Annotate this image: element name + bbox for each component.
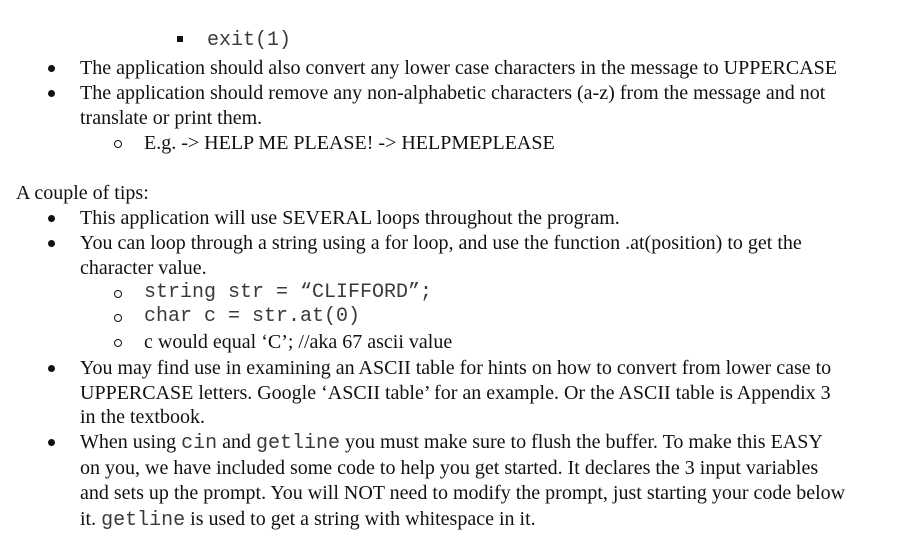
circle-bullet-icon <box>114 290 122 298</box>
code-result-note: c would equal ‘C’; //aka 67 ascii value <box>144 331 453 353</box>
remove-requirement-line-2: translate or print them. <box>80 107 263 129</box>
cin-tip-line-3: and sets up the prompt. You will NOT need to modify the prompt, just starting your code below <box>80 482 846 504</box>
bullet-icon <box>48 65 55 72</box>
getline-keyword-2: getline <box>101 509 186 532</box>
uppercase-requirement: The application should also convert any lower case characters in the message to UPPERCASE <box>80 57 838 79</box>
loop-string-tip-line-1: You can loop through a string using a for loop, and use the function .at(position) to get the <box>80 232 802 254</box>
cin-tip-line-1 <box>80 430 823 454</box>
remove-requirement-line-1: The application should remove any non-alphabetic characters (a-z) from the message and not <box>80 82 826 104</box>
cin-tip-prefix: When using <box>80 431 182 453</box>
ascii-tip-line-1: You may find use in examining an ASCII table for hints on how to convert from lower case to <box>80 357 832 379</box>
circle-bullet-icon <box>114 314 122 322</box>
cin-tip-and: and <box>217 431 256 453</box>
bullet-icon <box>48 90 55 97</box>
circle-bullet-icon <box>114 140 122 148</box>
cin-tip-line-4 <box>80 507 536 531</box>
getline-keyword: getline <box>256 432 341 455</box>
tips-heading: A couple of tips: <box>16 182 149 204</box>
code-char-declaration: char c = str.at(0) <box>144 305 361 328</box>
bullet-icon <box>48 215 55 222</box>
ascii-tip-line-3: in the textbook. <box>80 406 205 428</box>
bullet-icon <box>48 240 55 247</box>
circle-bullet-icon <box>114 339 122 347</box>
ascii-tip-line-2: UPPERCASE letters. Google ‘ASCII table’ for an example. Or the ASCII table is Appendix 3 <box>80 382 831 404</box>
code-string-declaration: string str = “CLIFFORD”; <box>144 281 433 304</box>
cin-tip-line-4-prefix: it. <box>80 508 102 530</box>
cin-tip-line-4-suffix: is used to get a string with whitespace in it. <box>185 508 536 530</box>
cin-tip-line-2: on you, we have included some code to help you get started. It declares the 3 input variables <box>80 457 819 479</box>
bullet-icon <box>48 365 55 372</box>
example-item: E.g. -> HELP ME PLEASE! -> HELPMEPLEASE <box>144 132 555 154</box>
bullet-icon <box>48 439 55 446</box>
square-bullet-icon <box>177 36 183 42</box>
cin-keyword: cin <box>181 432 218 455</box>
loop-string-tip-line-2: character value. <box>80 257 207 279</box>
cin-tip-suffix: you must make sure to flush the buffer. To make this EASY <box>340 431 823 453</box>
exit-code-item: exit(1) <box>207 29 292 52</box>
loops-tip: This application will use SEVERAL loops throughout the program. <box>80 207 620 229</box>
